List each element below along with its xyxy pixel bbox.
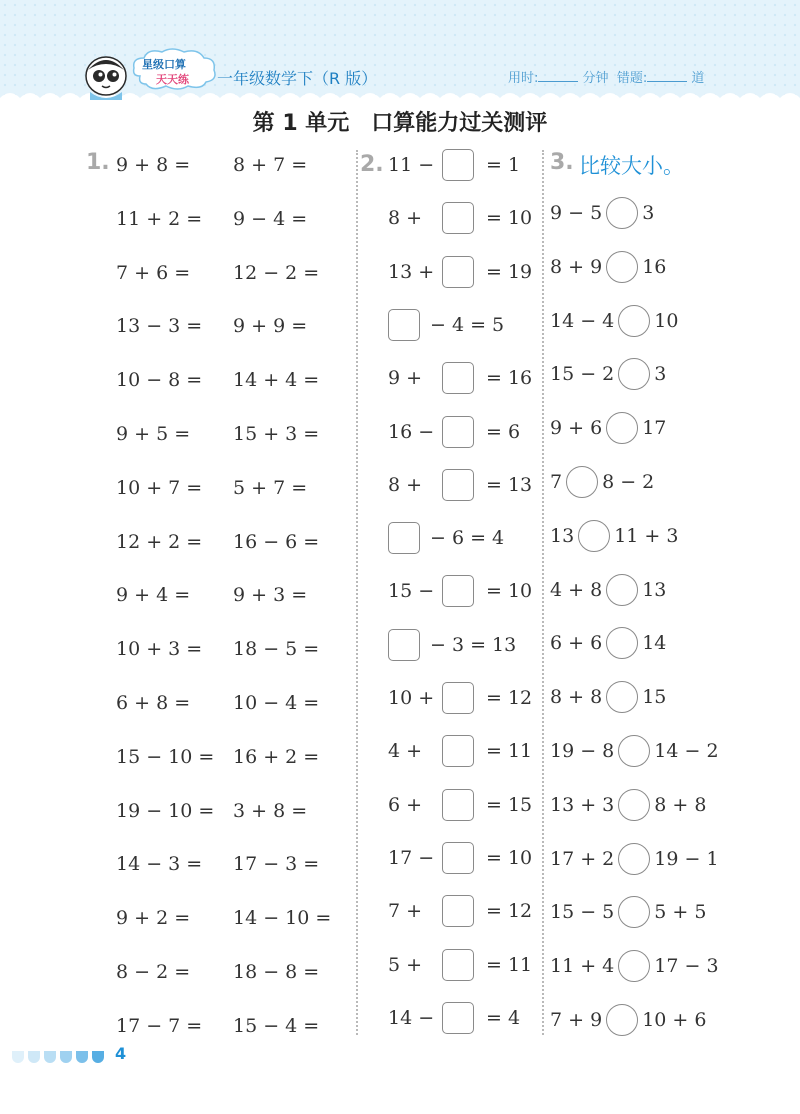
section1-problem-b: 8 + 7 =: [233, 154, 308, 176]
page-title: 第 1 单元 口算能力过关测评: [252, 111, 548, 136]
section2-pre: 6 +: [388, 793, 423, 816]
compare-circle[interactable]: [606, 251, 638, 283]
book-title: 一年级数学下（R 版）: [217, 69, 378, 88]
section1-problem-a: 9 + 4 =: [116, 584, 191, 607]
section1-problem-b: 9 + 3 =: [233, 584, 308, 607]
section3-item: [550, 573, 666, 607]
compare-right: 16: [642, 255, 667, 278]
section1-problem-a: 15 − 10 =: [116, 745, 215, 768]
section2-pre: 15 −: [388, 580, 435, 603]
section2-item: [388, 841, 532, 875]
compare-circle[interactable]: [618, 358, 650, 390]
section2-pre: 8 +: [388, 473, 423, 496]
section1-problem-b: 3 + 8 =: [233, 799, 308, 822]
answer-box[interactable]: [442, 949, 474, 981]
compare-left: 13: [550, 524, 575, 547]
answer-box[interactable]: [442, 149, 474, 181]
section3-item: [550, 842, 719, 876]
section2-post: = 11: [486, 953, 533, 976]
section2-pre: 5 +: [388, 953, 423, 976]
section3-item: [550, 519, 678, 553]
answer-box[interactable]: [442, 469, 474, 501]
compare-left: 9 + 6: [550, 417, 603, 440]
section3-item: [550, 357, 666, 391]
compare-left: 13 + 3: [550, 793, 615, 816]
section2-post: = 6: [486, 420, 521, 443]
section1-problem-b: 12 − 2 =: [233, 261, 320, 284]
compare-right: 5 + 5: [654, 901, 707, 924]
compare-right: 3: [642, 202, 655, 224]
compare-right: 19 − 1: [654, 847, 719, 870]
answer-box[interactable]: [442, 202, 474, 234]
section2-post: − 6 = 4: [430, 527, 505, 550]
compare-circle[interactable]: [618, 305, 650, 337]
section1-problem-a: 17 − 7 =: [116, 1014, 203, 1037]
section3-item: [550, 1003, 706, 1037]
section2-item: [388, 521, 504, 555]
section1-problem-b: 18 − 8 =: [233, 961, 320, 983]
section2-post: = 13: [486, 473, 533, 496]
section2-pre: 9 +: [388, 367, 423, 390]
compare-circle[interactable]: [618, 843, 650, 875]
compare-circle[interactable]: [578, 520, 610, 552]
section2-post: − 3 = 13: [430, 633, 517, 656]
section3-item: [550, 734, 719, 768]
section2-pre: 11 −: [388, 154, 435, 176]
answer-box[interactable]: [442, 1002, 474, 1034]
section1-problem-b: 16 − 6 =: [233, 530, 320, 553]
section1-problem-a: 9 + 2 =: [116, 907, 191, 930]
answer-box[interactable]: [442, 842, 474, 874]
section1-problem-b: 18 − 5 =: [233, 638, 320, 661]
items-unit: 道: [691, 71, 705, 86]
compare-left: 8 + 8: [550, 686, 603, 709]
section1-number: 1.: [86, 150, 110, 175]
section2-pre: 8 +: [388, 207, 423, 230]
section3-item: [550, 680, 666, 714]
section2-item: [388, 255, 532, 289]
section2-item: [388, 468, 532, 502]
section3-item: [550, 949, 719, 983]
compare-circle[interactable]: [618, 950, 650, 982]
section1-problem-b: 17 − 3 =: [233, 853, 320, 876]
logo-line1: 星级口算: [142, 58, 186, 71]
section1-problem-a: 13 − 3 =: [116, 315, 203, 338]
section2-item: [388, 681, 532, 715]
section2-item: [388, 894, 532, 928]
compare-left: 4 + 8: [550, 578, 603, 601]
compare-circle[interactable]: [606, 412, 638, 444]
compare-circle[interactable]: [606, 1004, 638, 1036]
section2-item: [388, 788, 532, 822]
footer-dots: [12, 1048, 108, 1067]
answer-box[interactable]: [442, 789, 474, 821]
minutes-label: 分钟: [582, 71, 609, 86]
section3-item: [550, 250, 666, 284]
answer-box[interactable]: [442, 735, 474, 767]
section1-problem-b: 14 − 10 =: [233, 907, 332, 930]
section2-item: [388, 948, 532, 982]
compare-right: 14 − 2: [654, 740, 719, 762]
errors-label: 错题:: [616, 71, 648, 86]
compare-left: 7 + 9: [550, 1009, 603, 1031]
section2-post: = 15: [486, 793, 533, 816]
compare-left: 19 − 8: [550, 740, 615, 762]
compare-right: 13: [642, 578, 667, 601]
compare-right: 17 − 3: [654, 955, 719, 978]
section1-problem-a: 12 + 2 =: [116, 530, 203, 553]
section1-problem-b: 9 − 4 =: [233, 207, 308, 230]
section3-item: [550, 788, 706, 822]
section2-pre: 10 +: [388, 687, 435, 709]
section2-pre: 4 +: [388, 740, 423, 763]
section3-item: [550, 626, 666, 660]
section2-post: = 10: [486, 846, 533, 869]
section2-item: [388, 308, 504, 342]
compare-circle[interactable]: [618, 735, 650, 767]
section2-post: = 1: [486, 154, 521, 176]
section1-problem-a: 7 + 6 =: [116, 261, 191, 284]
section1-problem-b: 16 + 2 =: [233, 745, 320, 768]
section2-post: = 10: [486, 580, 533, 603]
logo-line2: 天天练: [156, 73, 189, 86]
compare-right: 8 + 8: [654, 793, 707, 816]
section2-post: = 11: [486, 740, 533, 763]
section2-post: = 16: [486, 367, 533, 390]
answer-box[interactable]: [442, 575, 474, 607]
section1-problem-a: 9 + 8 =: [116, 154, 191, 176]
compare-right: 17: [642, 417, 667, 440]
section2-post: − 4 = 5: [430, 313, 505, 336]
answer-box[interactable]: [388, 309, 420, 341]
section2-post: = 4: [486, 1006, 521, 1029]
section2-pre: 16 −: [388, 420, 435, 443]
answer-box[interactable]: [442, 895, 474, 927]
time-blank: [538, 69, 578, 82]
time-info: [508, 67, 704, 86]
section2-item: [388, 415, 520, 449]
compare-circle[interactable]: [566, 466, 598, 498]
section1-problem-a: 10 − 8 =: [116, 369, 203, 392]
section3-item: [550, 304, 678, 338]
section3-item: [550, 411, 666, 445]
compare-right: 3: [654, 363, 667, 386]
compare-circle[interactable]: [606, 627, 638, 659]
time-label: 用时:: [508, 71, 539, 86]
section3-item: [550, 895, 706, 929]
compare-right: 8 − 2: [602, 471, 655, 493]
section2-item: [388, 201, 532, 235]
section1-problem-a: 11 + 2 =: [116, 207, 203, 230]
section2-post: = 10: [486, 207, 533, 230]
section2-item: [388, 628, 516, 662]
compare-left: 11 + 4: [550, 955, 615, 978]
compare-left: 6 + 6: [550, 632, 603, 655]
section2-item: [388, 574, 532, 608]
section2-pre: 17 −: [388, 846, 435, 869]
compare-circle[interactable]: [606, 574, 638, 606]
compare-circle[interactable]: [606, 197, 638, 229]
section1-problem-a: 10 + 7 =: [116, 476, 203, 499]
section1-problem-b: 9 + 9 =: [233, 315, 308, 338]
compare-left: 9 − 5: [550, 202, 603, 224]
section1-problem-a: 9 + 5 =: [116, 423, 191, 445]
answer-box[interactable]: [442, 256, 474, 288]
compare-right: 15: [642, 686, 667, 709]
section1-problem-b: 10 − 4 =: [233, 692, 320, 714]
compare-circle[interactable]: [618, 896, 650, 928]
section-divider-1: [356, 150, 358, 1035]
section2-item: [388, 734, 532, 768]
compare-right: 10 + 6: [642, 1009, 707, 1031]
page-number: 4: [115, 1044, 127, 1063]
answer-box[interactable]: [442, 682, 474, 714]
section3-title: 比较大小。: [579, 154, 684, 178]
section2-item: [388, 148, 520, 182]
compare-left: 17 + 2: [550, 847, 615, 870]
section1-problem-b: 5 + 7 =: [233, 476, 308, 499]
section2-pre: 13 +: [388, 260, 435, 283]
section2-number: 2.: [360, 152, 384, 177]
section1-problem-a: 10 + 3 =: [116, 638, 203, 661]
section1-problem-b: 15 − 4 =: [233, 1014, 320, 1037]
answer-box[interactable]: [388, 522, 420, 554]
section-divider-2: [542, 150, 544, 1035]
compare-right: 10: [654, 309, 679, 332]
section1-problem-a: 6 + 8 =: [116, 692, 191, 714]
compare-left: 15 − 5: [550, 901, 615, 924]
section1-problem-a: 19 − 10 =: [116, 799, 215, 822]
section1-problem-b: 15 + 3 =: [233, 423, 320, 445]
answer-box[interactable]: [388, 629, 420, 661]
section1-problem-a: 8 − 2 =: [116, 961, 191, 983]
section1-problem-b: 14 + 4 =: [233, 369, 320, 392]
section2-post: = 19: [486, 260, 533, 283]
compare-left: 7: [550, 471, 563, 493]
compare-left: 14 − 4: [550, 309, 615, 332]
mascot-icon: [80, 52, 132, 104]
answer-box[interactable]: [442, 416, 474, 448]
compare-left: 15 − 2: [550, 363, 615, 386]
compare-right: 14: [642, 632, 667, 655]
section3-item: [550, 465, 654, 499]
section2-post: = 12: [486, 900, 533, 923]
section2-item: [388, 361, 532, 395]
section3-number: 3.: [550, 150, 574, 175]
compare-right: 11 + 3: [614, 524, 679, 547]
answer-box[interactable]: [442, 362, 474, 394]
section2-pre: 7 +: [388, 900, 423, 923]
compare-left: 8 + 9: [550, 255, 603, 278]
compare-circle[interactable]: [606, 681, 638, 713]
section3-item: [550, 196, 654, 230]
section2-item: [388, 1001, 520, 1035]
section2-pre: 14 −: [388, 1006, 435, 1029]
section2-post: = 12: [486, 687, 533, 709]
section1-problem-a: 14 − 3 =: [116, 853, 203, 876]
compare-circle[interactable]: [618, 789, 650, 821]
errors-blank: [647, 69, 687, 82]
